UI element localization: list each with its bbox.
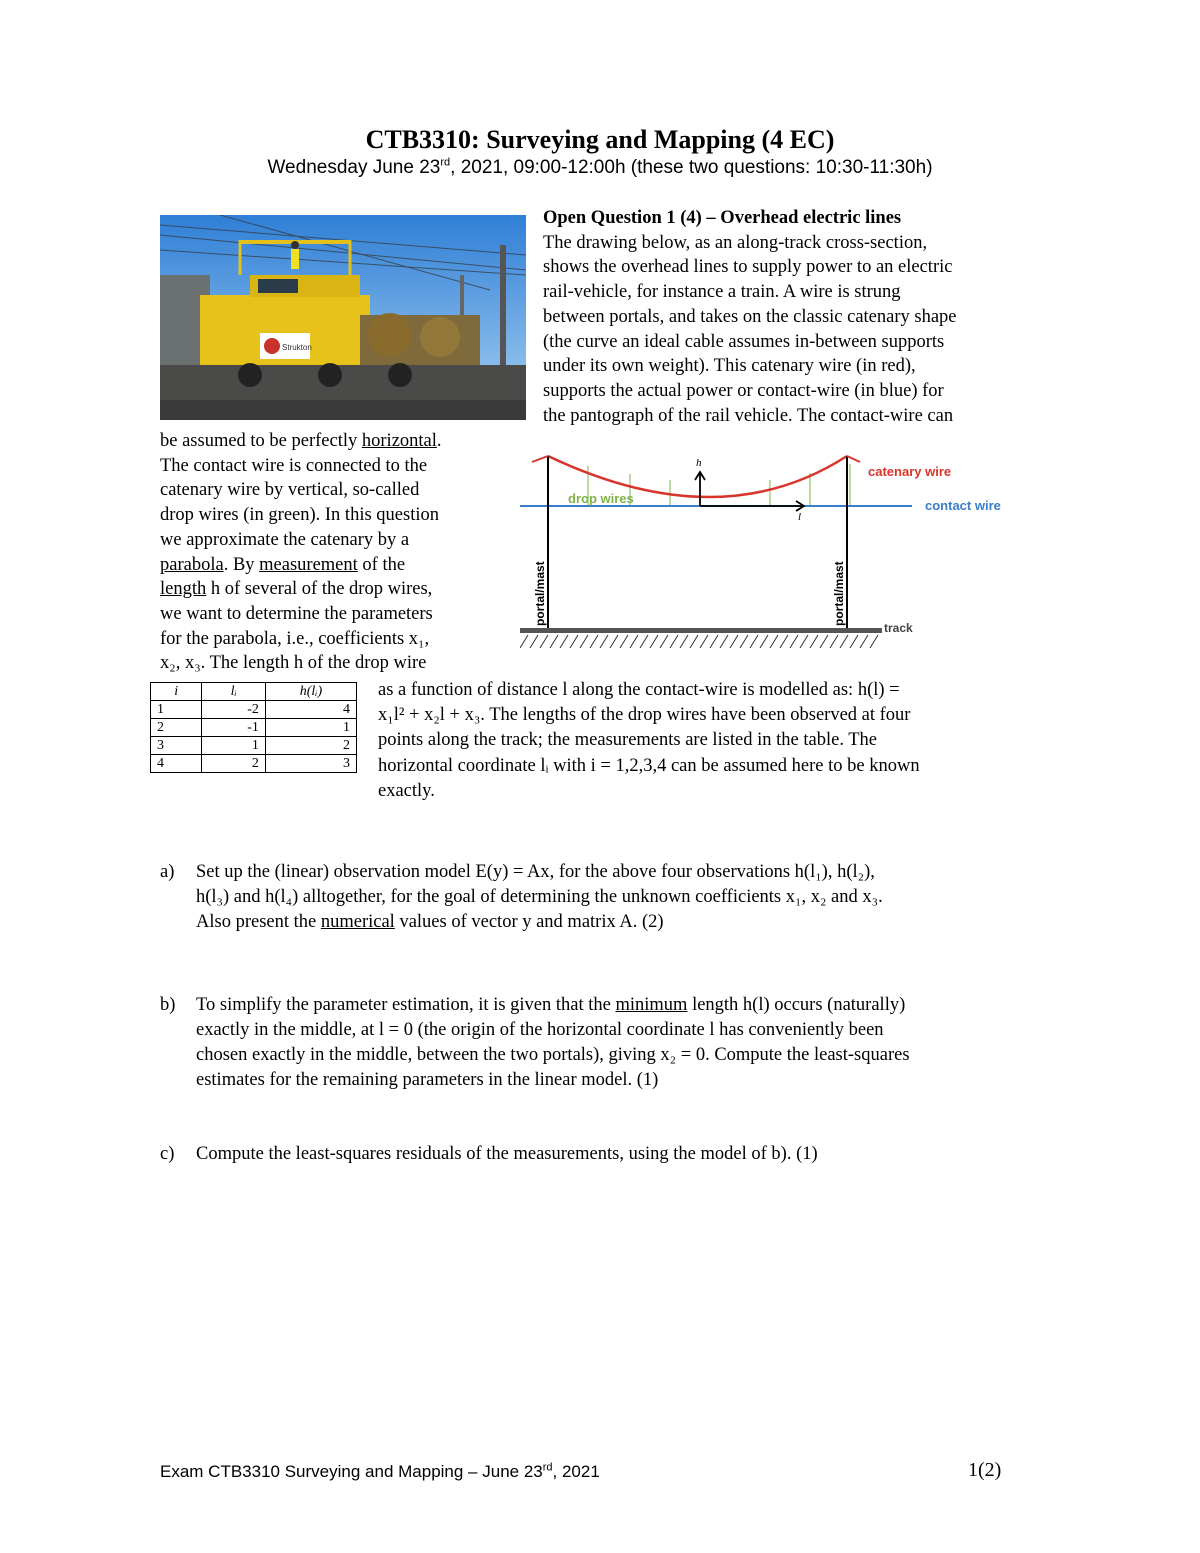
observation-table xyxy=(150,682,357,773)
parabola-line xyxy=(160,553,520,578)
left-line: we approximate the catenary by a xyxy=(160,529,410,550)
question-left-text xyxy=(160,429,520,676)
model-line: exactly. xyxy=(378,780,435,801)
left-line: drop wires (in green). In this question xyxy=(160,505,439,526)
part-c-label: c) xyxy=(160,1144,175,1164)
page-title: CTB3310: Surveying and Mapping (4 EC) xyxy=(365,125,835,154)
table-cell: 4 xyxy=(265,701,356,719)
horizontal-line: be assumed to be perfectly horizontal. xyxy=(160,431,442,451)
label-mast-right: portal/mast xyxy=(832,561,846,626)
label-drop-wires: drop wires xyxy=(568,491,634,506)
question-intro xyxy=(543,206,1063,428)
part-b-line1-post: length h(l) occurs (naturally) xyxy=(687,995,906,1015)
measurement-word: measurement xyxy=(259,554,358,575)
table-row xyxy=(151,737,357,755)
subtitle-sup: rd xyxy=(440,156,451,169)
table-header-row xyxy=(151,683,357,701)
footer-sup: rd xyxy=(542,1461,553,1474)
table-row xyxy=(151,719,357,737)
left-line: catenary wire by vertical, so-called xyxy=(160,480,420,501)
intro-line: under its own weight). This catenary wire (in red), xyxy=(543,356,916,377)
length-word: length xyxy=(160,579,207,600)
table-cell: 2 xyxy=(151,719,202,737)
intro-line: The drawing below, as an along-track cross-section, xyxy=(543,232,928,253)
by-text: . By xyxy=(223,554,260,575)
determine-line: we want to determine the parameters xyxy=(160,603,433,624)
label-l: l xyxy=(798,511,802,523)
right-mast-arm xyxy=(847,456,860,462)
part-b-text xyxy=(196,993,1056,1093)
table-cell: -2 xyxy=(202,701,265,719)
intro-line: (the curve an ideal cable assumes in-between supports xyxy=(543,331,945,352)
table-cell: 1 xyxy=(202,737,265,755)
coeff-line-2: x₂, x₃. The length h of the drop wire xyxy=(160,653,427,674)
model-line: horizontal coordinate lᵢ with i = 1,2,3,4 can be assumed here to be known xyxy=(378,755,920,776)
table-cell: 3 xyxy=(151,737,202,755)
catenary-diagram xyxy=(520,448,1030,653)
model-text xyxy=(378,678,1038,804)
table-header-cell: lᵢ xyxy=(202,683,265,701)
minimum-word: minimum xyxy=(615,995,688,1015)
part-a-line3-post: values of vector y and matrix A. (2) xyxy=(394,912,664,932)
table-header-cell: h(lᵢ) xyxy=(265,683,356,701)
model-line: as a function of distance l along the contact-wire is modelled as: h(l) = xyxy=(378,680,900,700)
part-b-line1-pre: To simplify the parameter estimation, it is given that the xyxy=(196,995,616,1015)
part-a-line-3 xyxy=(196,910,1056,935)
left-mast-arm xyxy=(532,456,548,462)
table-cell: 1 xyxy=(151,701,202,719)
intro-line: supports the actual power or contact-wire (in blue) for xyxy=(543,380,944,401)
part-b-line: chosen exactly in the middle, between the two portals), giving x₂ = 0. Compute the least-squares xyxy=(196,1045,910,1065)
track-hatching xyxy=(520,635,878,648)
horizontal-pre: be assumed to be perfectly xyxy=(160,431,362,451)
intro-line: rail-vehicle, for instance a train. A wire is strung xyxy=(543,282,901,303)
part-a-text xyxy=(196,860,1056,935)
exam-date-line xyxy=(0,157,1200,179)
table-row xyxy=(151,701,357,719)
length-rest: h of several of the drop wires, xyxy=(206,579,433,600)
label-catenary-wire: catenary wire xyxy=(868,464,952,479)
part-a-label: a) xyxy=(160,862,175,882)
table-cell: 1 xyxy=(265,719,356,737)
part-a-line: h(l₃) and h(l₄) alltogether, for the goal of determining the unknown coefficients x₁, x₂ and x₃. xyxy=(196,887,883,907)
part-b-line: estimates for the remaining parameters in the linear model. (1) xyxy=(196,1070,659,1090)
label-track: track xyxy=(884,621,913,635)
left-line: The contact wire is connected to the xyxy=(160,455,428,476)
label-contact-wire: contact wire xyxy=(925,498,1001,513)
table-cell: 2 xyxy=(202,755,265,773)
table-row xyxy=(151,755,357,773)
railway-vehicle-photo xyxy=(160,215,526,420)
table-cell: -1 xyxy=(202,719,265,737)
photo-signage: Strukton xyxy=(282,343,312,352)
table-cell: 2 xyxy=(265,737,356,755)
coeff-line: for the parabola, i.e., coefficients x₁, xyxy=(160,628,430,649)
footer-left xyxy=(160,1462,600,1482)
part-a-line: Set up the (linear) observation model E(y) = Ax, for the above four observations h(l₁), h(l₂), xyxy=(196,862,875,882)
subtitle-pre: Wednesday June 23 xyxy=(267,157,441,178)
intro-line: shows the overhead lines to supply power to an electric xyxy=(543,257,953,278)
table-header-cell: i xyxy=(151,683,202,701)
footer-post: , 2021 xyxy=(552,1462,600,1481)
of-the-text: of the xyxy=(357,554,406,575)
parabola-word: parabola xyxy=(160,554,224,575)
model-line: points along the track; the measurements are listed in the table. The xyxy=(378,730,878,751)
table-cell: 4 xyxy=(151,755,202,773)
part-b-label: b) xyxy=(160,995,176,1015)
part-b-line-1 xyxy=(196,993,1056,1018)
length-line xyxy=(160,577,520,602)
label-h: h xyxy=(696,457,702,469)
footer-pre: Exam CTB3310 Surveying and Mapping – June 23 xyxy=(160,1462,543,1481)
part-b-line: exactly in the middle, at l = 0 (the origin of the horizontal coordinate l has conveniently been xyxy=(196,1020,884,1040)
question-heading: Open Question 1 (4) – Overhead electric lines xyxy=(543,208,902,228)
subtitle-post: , 2021, 09:00-12:00h (these two questions: 10:30-11:30h) xyxy=(450,157,933,178)
label-mast-left: portal/mast xyxy=(533,561,547,626)
part-a-line3-pre: Also present the xyxy=(196,912,321,932)
page-number: 1(2) xyxy=(968,1459,1002,1481)
part-c-text: Compute the least-squares residuals of the measurements, using the model of b). (1) xyxy=(196,1144,818,1164)
table-cell: 3 xyxy=(265,755,356,773)
track-bar xyxy=(520,628,882,633)
model-line: x₁l² + x₂l + x₃. The lengths of the drop wires have been observed at four xyxy=(378,705,911,726)
numerical-word: numerical xyxy=(320,912,395,932)
intro-line: between portals, and takes on the classic catenary shape xyxy=(543,306,957,327)
horizontal-word: horizontal xyxy=(361,431,437,451)
intro-line: the pantograph of the rail vehicle. The contact-wire can xyxy=(543,405,954,426)
